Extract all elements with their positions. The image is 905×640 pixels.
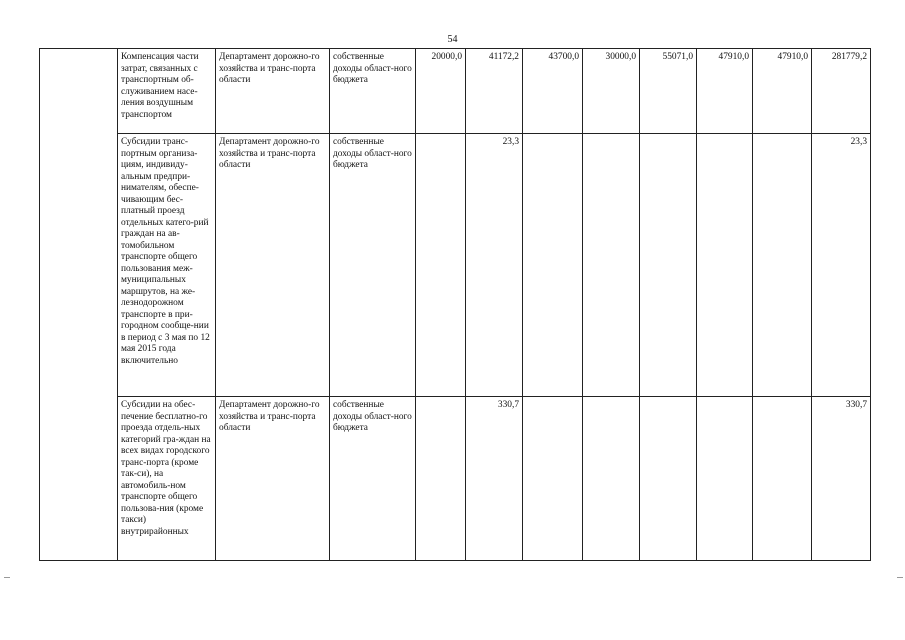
value-cell: [583, 134, 640, 397]
table-row: [40, 397, 871, 561]
activity-cell: Субсидии на обес-печение бесплатно-го проезда отдель-ных категорий гра-ждан на всех видах городского транс-порта (кроме так-си), на автомобиль-ном транспорте общего пользова-ния (кроме такси) внутрирайонных: [118, 397, 216, 561]
value-cell: [416, 397, 466, 561]
funding-source-cell: собственные доходы област-ного бюджета: [330, 134, 416, 397]
budget-table: [39, 48, 871, 561]
value-cell: 43700,0: [523, 49, 583, 134]
value-cell: [697, 397, 753, 561]
value-cell: [640, 134, 697, 397]
value-cell: [753, 397, 812, 561]
funding-source-cell: собственные доходы област-ного бюджета: [330, 49, 416, 134]
value-cell: 55071,0: [640, 49, 697, 134]
value-cell: [583, 397, 640, 561]
value-cell: [523, 134, 583, 397]
value-cell: 23,3: [466, 134, 523, 397]
value-cell: [416, 134, 466, 397]
value-cell: [697, 134, 753, 397]
activity-cell: Субсидии транс-портным организа-циям, индивиду-альным предпри-нимателям, обеспе-чивающим бес-платный проезд отдельных катего-рий граждан на ав-томобильном транспорте общего пользования меж-муниципальных маршрутов, на же-лезнодорожном транспорте в при-городном сообще-нии в период с 3 мая по 12 мая 2015 года включительно: [118, 134, 216, 397]
table-row: [40, 49, 871, 134]
page-number: 54: [447, 34, 458, 45]
funding-source-cell: собственные доходы област-ного бюджета: [330, 397, 416, 561]
scan-edge-mark: [4, 577, 10, 578]
value-cell: [640, 397, 697, 561]
total-cell: 330,7: [812, 397, 871, 561]
value-cell: 47910,0: [753, 49, 812, 134]
value-cell: [753, 134, 812, 397]
scan-edge-mark: [897, 577, 903, 578]
table-row: [40, 134, 871, 397]
activity-cell: Компенсация части затрат, связанных с транспортным об-служиванием насе-ления воздушным транспортом: [118, 49, 216, 134]
empty-cell: [40, 49, 118, 561]
value-cell: 30000,0: [583, 49, 640, 134]
value-cell: 47910,0: [697, 49, 753, 134]
executor-cell: Департамент дорожно-го хозяйства и транс-порта области: [216, 397, 330, 561]
value-cell: 330,7: [466, 397, 523, 561]
value-cell: 41172,2: [466, 49, 523, 134]
executor-cell: Департамент дорожно-го хозяйства и транс-порта области: [216, 49, 330, 134]
executor-cell: Департамент дорожно-го хозяйства и транс-порта области: [216, 134, 330, 397]
value-cell: 20000,0: [416, 49, 466, 134]
total-cell: 281779,2: [812, 49, 871, 134]
value-cell: [523, 397, 583, 561]
total-cell: 23,3: [812, 134, 871, 397]
